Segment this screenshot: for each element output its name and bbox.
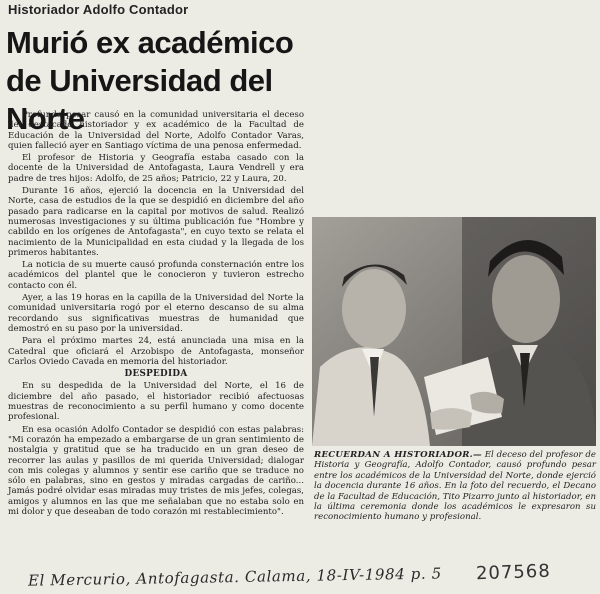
article-paragraph: Para el próximo martes 24, está anunciada una misa en la Catedral que oficiará el Arzobispo de Antofagasta, monseñor Carlos Oviedo Cavada en memoria del historiador. (8, 336, 304, 367)
article-paragraph: En su despedida de la Universidad del Norte, el 16 de diciembre del año pasado, el historiador recibió afectuosas muestras de reconocimiento a su perfil humano y como docente profesional. (8, 381, 304, 423)
article-kicker: Historiador Adolfo Contador (8, 2, 189, 17)
caption-text: El deceso del profesor de Historia y Geografía, Adolfo Contador, causó profundo pesar entre los académicos de la Universidad del Norte, donde ejerció la docencia durante 16 años. En la foto del recuerdo, el Decano de la Facultad de Educación, Tito Pizarro junto al historiador, en la última ceremonia donde los académicos le expresaron su reconocimiento humano y profesional. (314, 450, 596, 523)
article-paragraph: Durante 16 años, ejerció la docencia en la Universidad del Norte, casa de estudios de la que se despidió en diciembre del año pasado para radicarse en la capital por motivos de salud. Realizó numerosas investigaciones y su última publicación fue "Hombre y cabildo en los orígenes de Antofagasta", en cuyo texto se relata el nacimiento de la Municipalidad en esta ciudad y la llegada de los primeros habitantes. (8, 186, 304, 258)
archive-number: 207568 (475, 560, 552, 585)
article-paragraph: Profundo pesar causó en la comunidad universitaria el deceso del destacado historiador y ex académico de la Facultad de Educación de la Universidad del Norte, Adolfo Contador Varas, quien falleció ayer en Santiago víctima de una penosa enfermedad. (8, 110, 304, 151)
article-photo (312, 217, 596, 446)
handwritten-source-note: El Mercurio, Antofagasta. Calama, 18-IV-1984 p. 5 (27, 564, 442, 590)
article-headline: Murió ex académico de Universidad del Norte (6, 25, 294, 136)
article-body (8, 110, 304, 519)
article-subhead: DESPEDIDA (124, 369, 188, 380)
article-paragraph: La noticia de su muerte causó profunda consternación entre los académicos del plantel que le conocieron y tuvieron estrecho contacto con él. (8, 260, 304, 291)
article-paragraph: En esa ocasión Adolfo Contador se despidió con estas palabras: "Mi corazón ha empezado a embargarse de un gran sentimiento de nostalgia y gratitud que se ha traducido en un gran deseo de recorrer las aulas y pasillos de mi querida Universidad; dialogar con mis colegas y alumnos y sentir ese cariño que se traduce no sólo en palabras, sino en gestos y miradas cargadas de cariño... Jamás podré olvidar esas miradas muy tristes de mis jefes, colegas, amigos y alumnos en las que me señalaban que no estaba solo en mi dolor y que deseaban de todo corazón mi restablecimiento". (8, 424, 304, 517)
article-paragraph: Ayer, a las 19 horas en la capilla de la Universidad del Norte la comunidad universitaria rogó por el eterno descanso de su alma recordando sus significativas muestras de humanidad que demostró en su paso por la universidad. (8, 293, 304, 334)
photo-illustration (312, 217, 596, 446)
article-paragraph: El profesor de Historia y Geografía estaba casado con la docente de la Universidad de Antofagasta, Laura Vendrell y era padre de tres hijos: Adolfo, de 25 años; Patricio, 22 y Laura, 20. (8, 153, 304, 184)
photo-caption (314, 450, 596, 523)
caption-lead: RECUERDAN A HISTORIADOR.— (314, 450, 482, 460)
